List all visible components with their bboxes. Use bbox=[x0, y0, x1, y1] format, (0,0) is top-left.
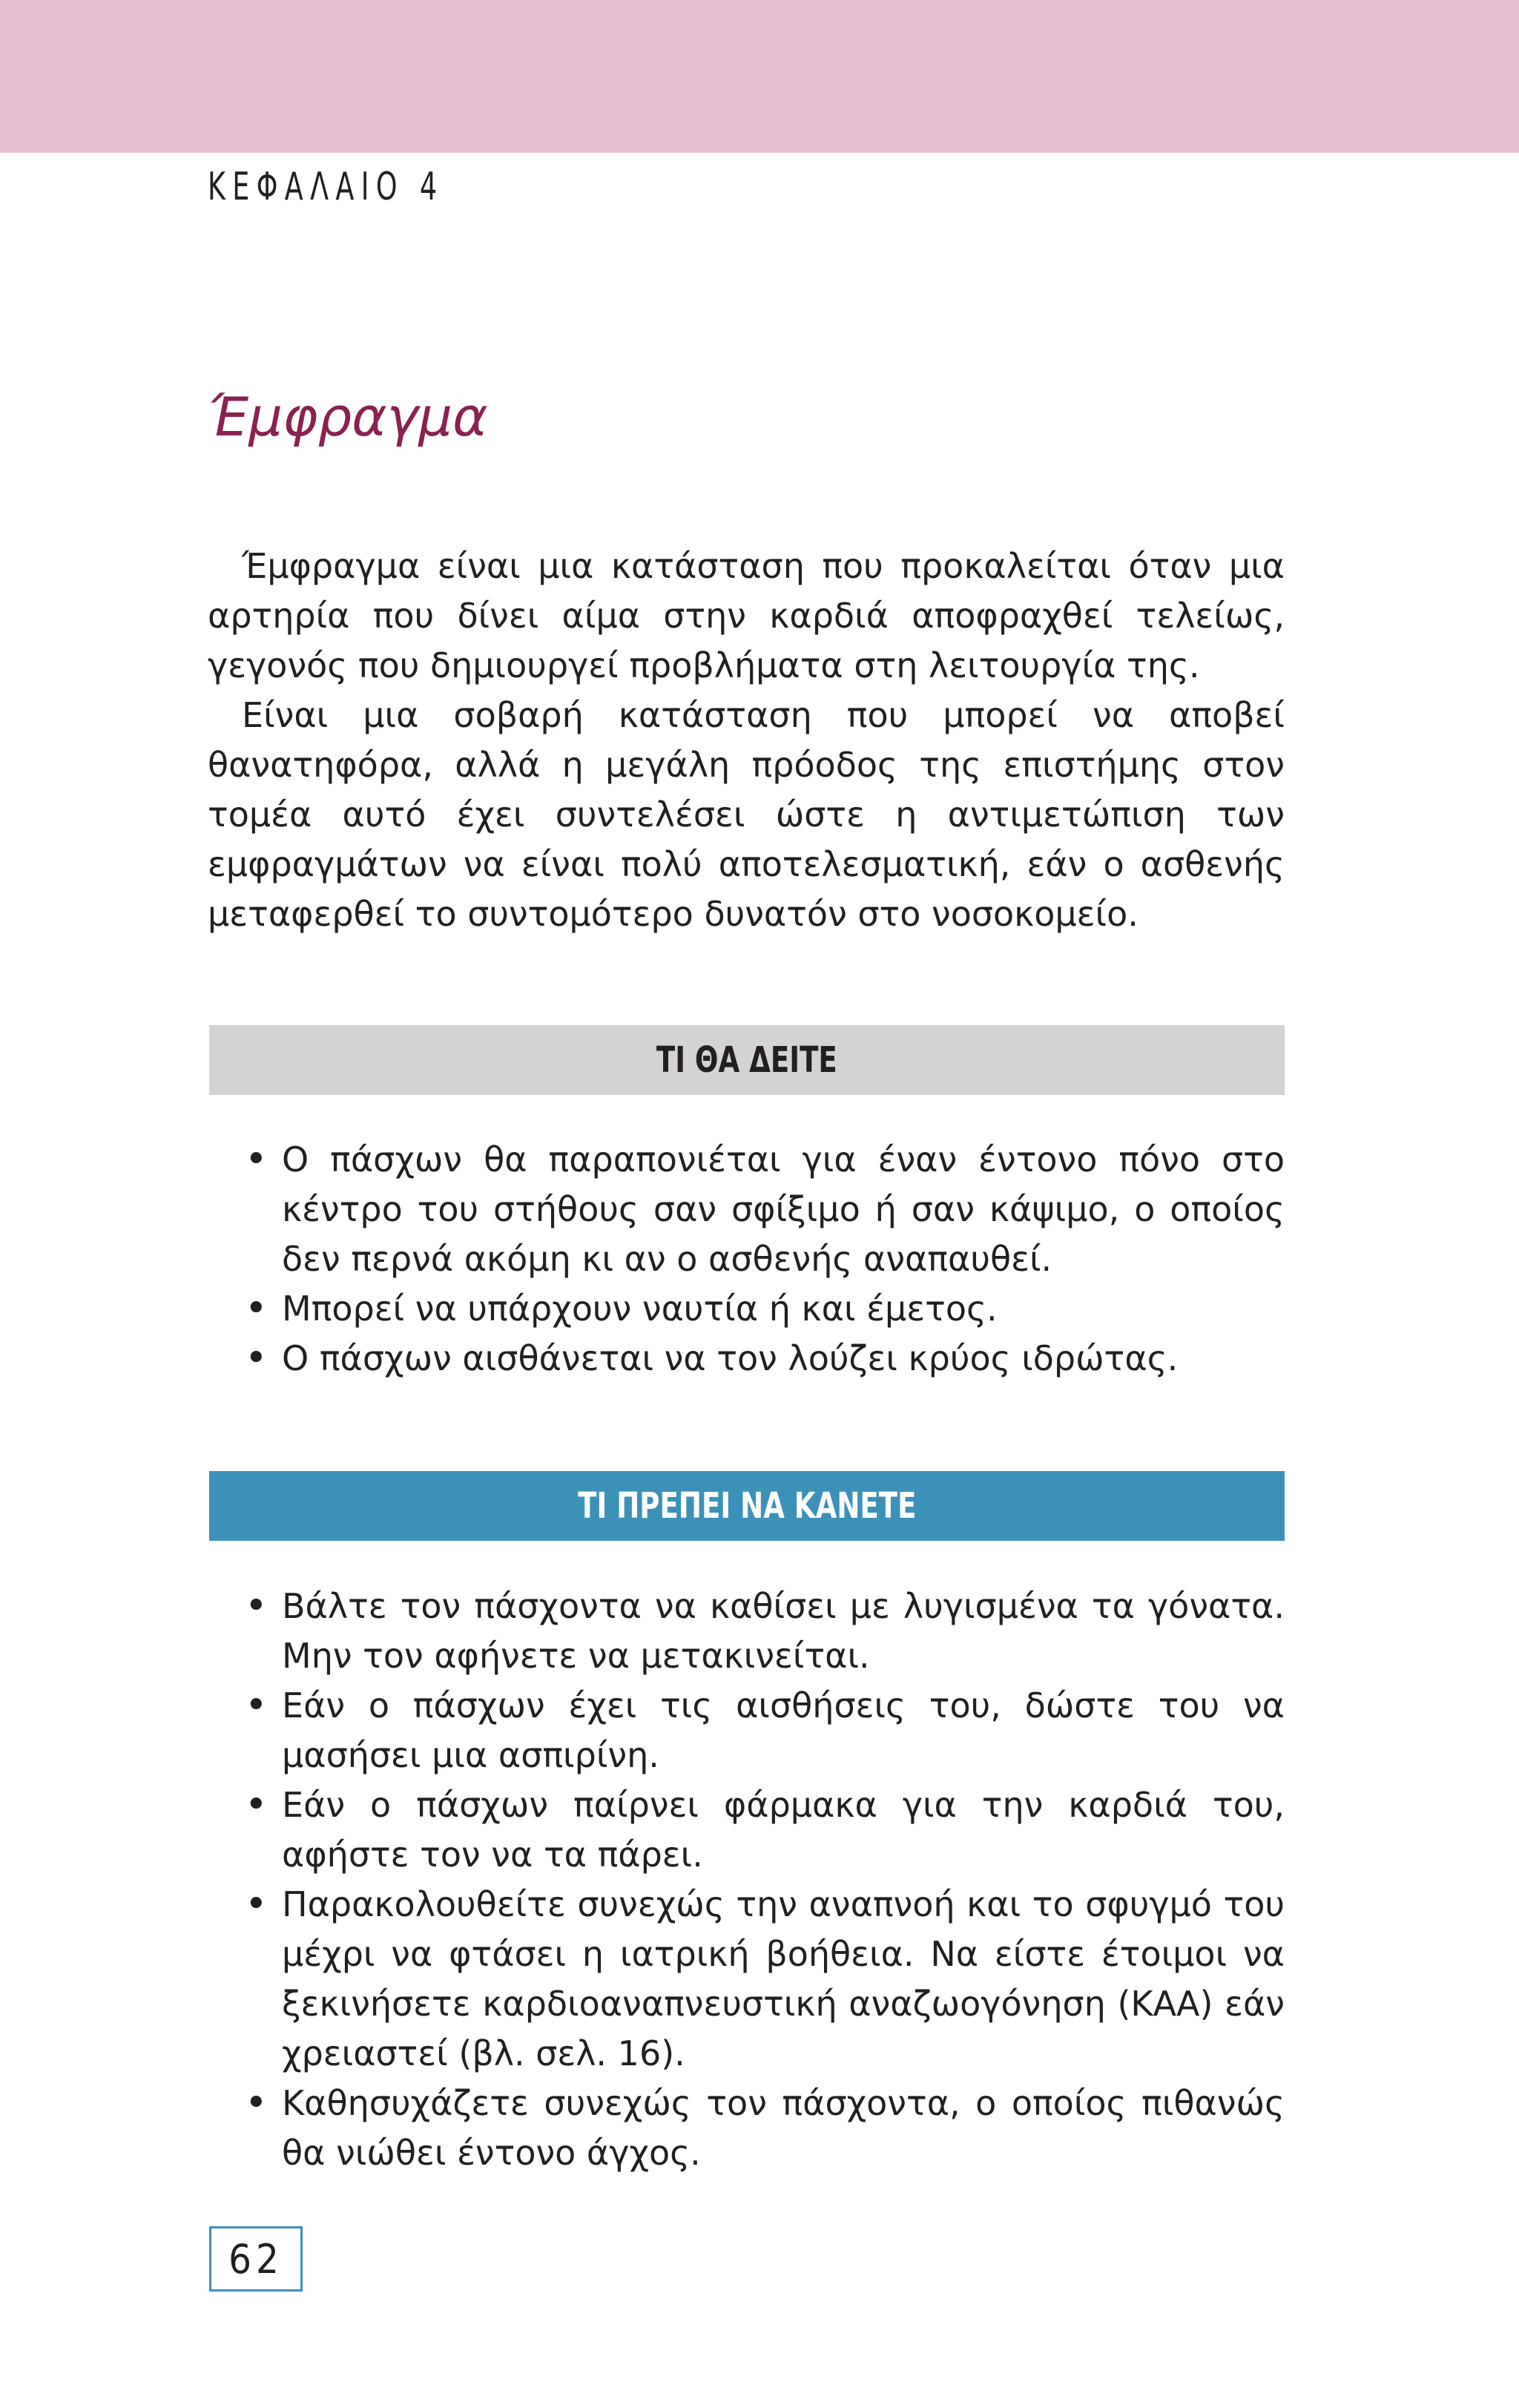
page-number-box bbox=[209, 2226, 303, 2292]
chapter-label: ΚΕΦΑΛΑΙΟ 4 bbox=[208, 165, 444, 209]
page-title: Έμφραγμα bbox=[208, 386, 488, 448]
page-number: 62 bbox=[228, 2235, 283, 2283]
intro-paragraph: Έμφραγμα είναι μια κατάσταση που προκαλείται όταν μια αρτηρία που δίνει αίμα στην καρδιά αποφραχθεί τελείως, γεγονός που δημιουργεί προβλήματα στη λειτουργία της. bbox=[208, 546, 1285, 685]
list-item: • Βάλτε τον πάσχοντα να καθίσει με λυγισμένα τα γόνατα. Μην τον αφήνετε να μετακινείται. bbox=[245, 1582, 1285, 1681]
what-to-do-list bbox=[245, 1582, 1285, 2178]
list-item: • Καθησυχάζετε συνεχώς τον πάσχοντα, ο οποίος πιθανώς θα νιώθει έντονο άγχος. bbox=[245, 2079, 1285, 2178]
intro-paragraph: Είναι μια σοβαρή κατάσταση που μπορεί να αποβεί θανατηφόρα, αλλά η μεγάλη πρόοδος της επιστήμης στον τομέα αυτό έχει συντελέσει ώστε η αντιμετώπιση των εμφραγμάτων να είναι πολύ αποτελεσματική, εάν ο ασθενής μεταφερθεί το συντομότερο δυνατόν στο νοσοκομείο. bbox=[208, 695, 1285, 934]
what-to-do-header bbox=[209, 1471, 1285, 1541]
list-item: • Εάν ο πάσχων έχει τις αισθήσεις του, δώστε του να μασήσει μια ασπιρίνη. bbox=[245, 1681, 1285, 1780]
what-you-see-heading: ΤΙ ΘΑ ΔΕΙΤΕ bbox=[656, 1039, 837, 1081]
what-you-see-list bbox=[245, 1135, 1285, 1384]
what-to-do-heading: ΤΙ ΠΡΕΠΕΙ ΝΑ ΚΑΝΕΤΕ bbox=[577, 1485, 917, 1527]
list-item: • Ο πάσχων θα παραπονιέται για έναν έντονο πόνο στο κέντρο του στήθους σαν σφίξιμο ή σαν κάψιμο, ο οποίος δεν περνά ακόμη κι αν ο ασθενής αναπαυθεί. bbox=[245, 1135, 1285, 1284]
what-you-see-header bbox=[209, 1025, 1285, 1095]
top-color-band bbox=[0, 0, 1519, 153]
list-item: • Μπορεί να υπάρχουν ναυτία ή και έμετος. bbox=[245, 1284, 1285, 1334]
list-item: • Εάν ο πάσχων παίρνει φάρμακα για την καρδιά του, αφήστε τον να τα πάρει. bbox=[245, 1780, 1285, 1880]
intro-text bbox=[208, 542, 1285, 939]
list-item: • Ο πάσχων αισθάνεται να τον λούζει κρύος ιδρώτας. bbox=[245, 1334, 1285, 1384]
list-item: • Παρακολουθείτε συνεχώς την αναπνοή και το σφυγμό του μέχρι να φτάσει η ιατρική βοήθεια. Να είστε έτοιμοι να ξεκινήσετε καρδιοαναπνευστική αναζωογόνηση (ΚΑΑ) εάν χρειαστεί (βλ. σελ. 16). bbox=[245, 1880, 1285, 2079]
